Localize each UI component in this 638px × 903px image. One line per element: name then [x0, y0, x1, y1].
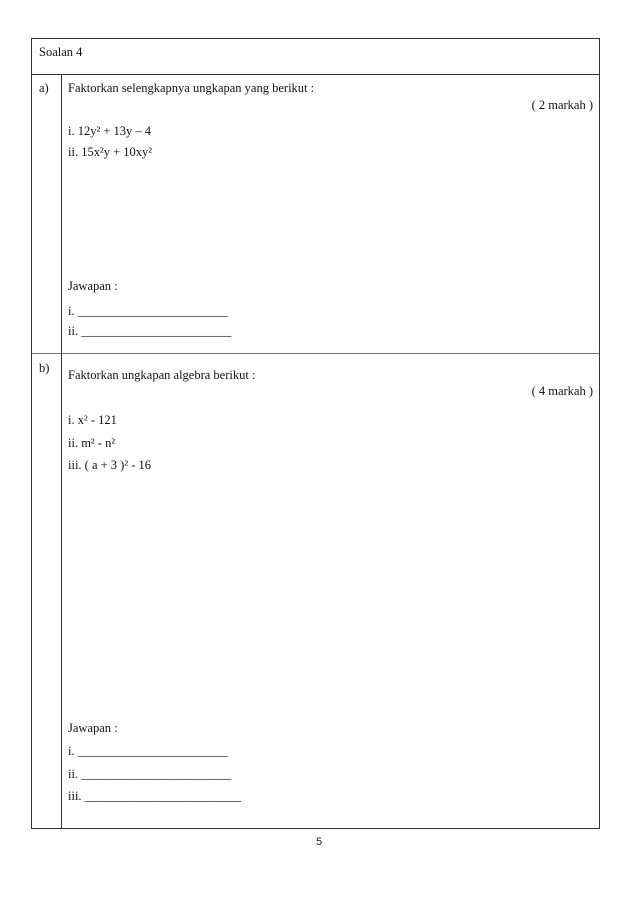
question-heading: Soalan 4	[39, 45, 83, 59]
part-b-marks: ( 4 markah )	[531, 384, 593, 398]
label-column-divider	[61, 74, 62, 828]
part-a-instruction: Faktorkan selengkapnya ungkapan yang berikut :	[68, 81, 315, 95]
part-b-item-2: ii. m² - n²	[68, 436, 116, 450]
part-a-answer-line-2: ii. ________________________	[68, 324, 232, 338]
part-a-answer-line-1: i. ________________________	[68, 304, 228, 318]
part-b-label: b)	[39, 361, 50, 375]
part-a-marks: ( 2 markah )	[531, 98, 593, 112]
part-a-label: a)	[39, 81, 49, 95]
divider-part-b	[32, 353, 599, 354]
page-number: 5	[315, 836, 323, 848]
part-b-answer-line-1: i. ________________________	[68, 744, 228, 758]
part-a-answer-label: Jawapan :	[68, 279, 118, 293]
part-a-item-1: i. 12y² + 13y – 4	[68, 124, 152, 138]
question-table	[31, 38, 600, 829]
part-b-answer-line-2: ii. ________________________	[68, 767, 232, 781]
part-b-answer-label: Jawapan :	[68, 721, 118, 735]
part-b-item-3: iii. ( a + 3 )² - 16	[68, 458, 152, 472]
part-a-item-2: ii. 15x²y + 10xy²	[68, 145, 152, 159]
part-b-instruction: Faktorkan ungkapan algebra berikut :	[68, 368, 256, 382]
divider-heading	[32, 74, 599, 75]
part-b-answer-line-3: iii. _________________________	[68, 789, 241, 803]
part-b-item-1: i. x² - 121	[68, 413, 117, 427]
